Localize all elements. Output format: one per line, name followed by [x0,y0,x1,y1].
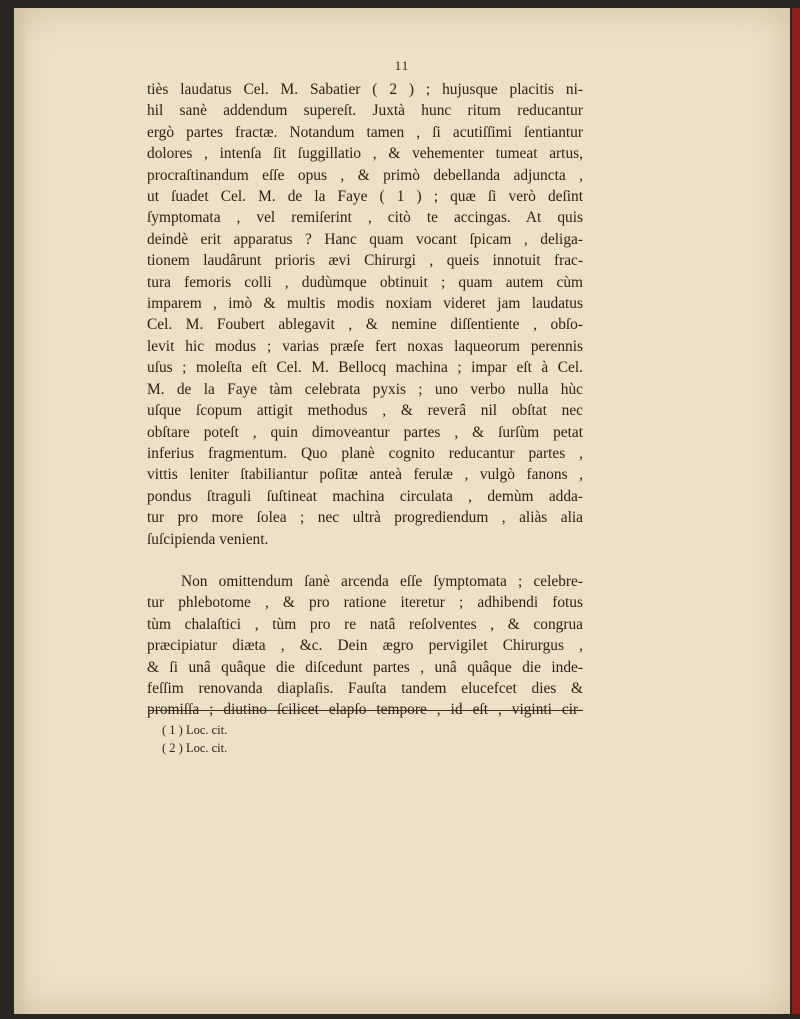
text-line: tur phlebotome , & pro ratione iteretur ; adhibendi fotus [147,594,583,612]
footnote-rule [149,710,583,711]
text-line: tiès laudatus Cel. M. Sabatier ( 2 ) ; hujusque placitis ni- [147,81,583,98]
text-line: vittis leniter ſtabiliantur poſitæ anteà ferulæ , vulgò fanons , [147,466,583,484]
text-line: levit hic modus ; varias præſe fert noxas laqueorum perennis [147,337,583,355]
text-line: ſymptomata , vel remiſerint , citò te accingas. At quis [147,209,583,227]
text-line: hil sanè addendum supereſt. Juxtà hunc ritum reducantur [147,102,583,120]
text-line: deindè erit apparatus ? Hanc quam vocant ſpicam , deliga- [147,230,583,248]
text-line: ut ſuadet Cel. M. de la Faye ( 1 ) ; quæ ſi verò deſint [147,188,583,206]
text-line: promiſſa ; diutino ſcilicet elapſo tempore , id eſt , viginti cir- [147,701,583,719]
text-line: præcipiatur diæta , &c. Dein ægro pervigilet Chirurgus , [147,637,583,655]
text-line: imparem , imò & multis modis noxiam videret jam laudatus [147,295,583,313]
book-page [14,8,790,1014]
page-number: 11 [394,58,410,73]
text-line: M. de la Faye tàm celebrata pyxis ; uno verbo nulla hùc [147,380,583,398]
text-line: ſuſcipienda venient. [147,530,269,548]
text-line: ergò partes fractæ. Notandum tamen , ſi acutiſſimi ſentiantur [147,123,583,141]
binding-edge [792,8,800,1014]
text-line: tùm chalaſtici , tùm pro re natâ reſolventes , & congrua [147,615,583,633]
text-line: uſus ; moleſta eſt Cel. M. Bellocq machina ; impar eſt à Cel. [147,359,583,377]
text-line: feſſim renovanda diaplaſis. Fauſta tandem elucefcet dies & [147,679,583,697]
text-line: pondus ſtraguli ſuſtineat machina circulata , demùm adda- [147,487,583,505]
text-line: dolores , intenſa ſit ſuggillatio , & vehementer tumeat artus, [147,145,583,163]
text-line: & ſi unâ quâque die diſcedunt partes , unâ quâque die inde- [147,658,583,676]
text-line: inferius fragmentum. Quo planè cognito reducantur partes , [147,444,583,462]
footnotes [162,721,227,757]
footnote: ( 2 ) Loc. cit. [162,741,228,755]
text-line: obſtare poteſt , quin dimoveantur partes , & ſurſùm petat [147,423,583,441]
text-line: tionem laudârunt prioris ævi Chirurgi , queis innotuit frac- [147,252,583,270]
text-line: tura femoris colli , dudùmque obtinuit ; quam autem cùm [147,273,583,291]
text-line: Cel. M. Foubert ablegavit , & nemine diſſentiente , obſo- [147,316,583,334]
text-line: tur pro more ſolea ; nec ultrà progrediendum , aliàs alia [147,509,583,527]
text-line: Non omittendum ſanè arcenda eſſe ſymptomata ; celebre- [181,572,583,590]
main-text [147,79,583,721]
text-line: procraſtinandum eſſe opus , & primò debellanda adjuncta , [147,166,583,184]
footnote: ( 1 ) Loc. cit. [162,723,228,737]
text-line: uſque ſcopum attigit methodus , & reverâ nil obſtat nec [147,402,583,420]
